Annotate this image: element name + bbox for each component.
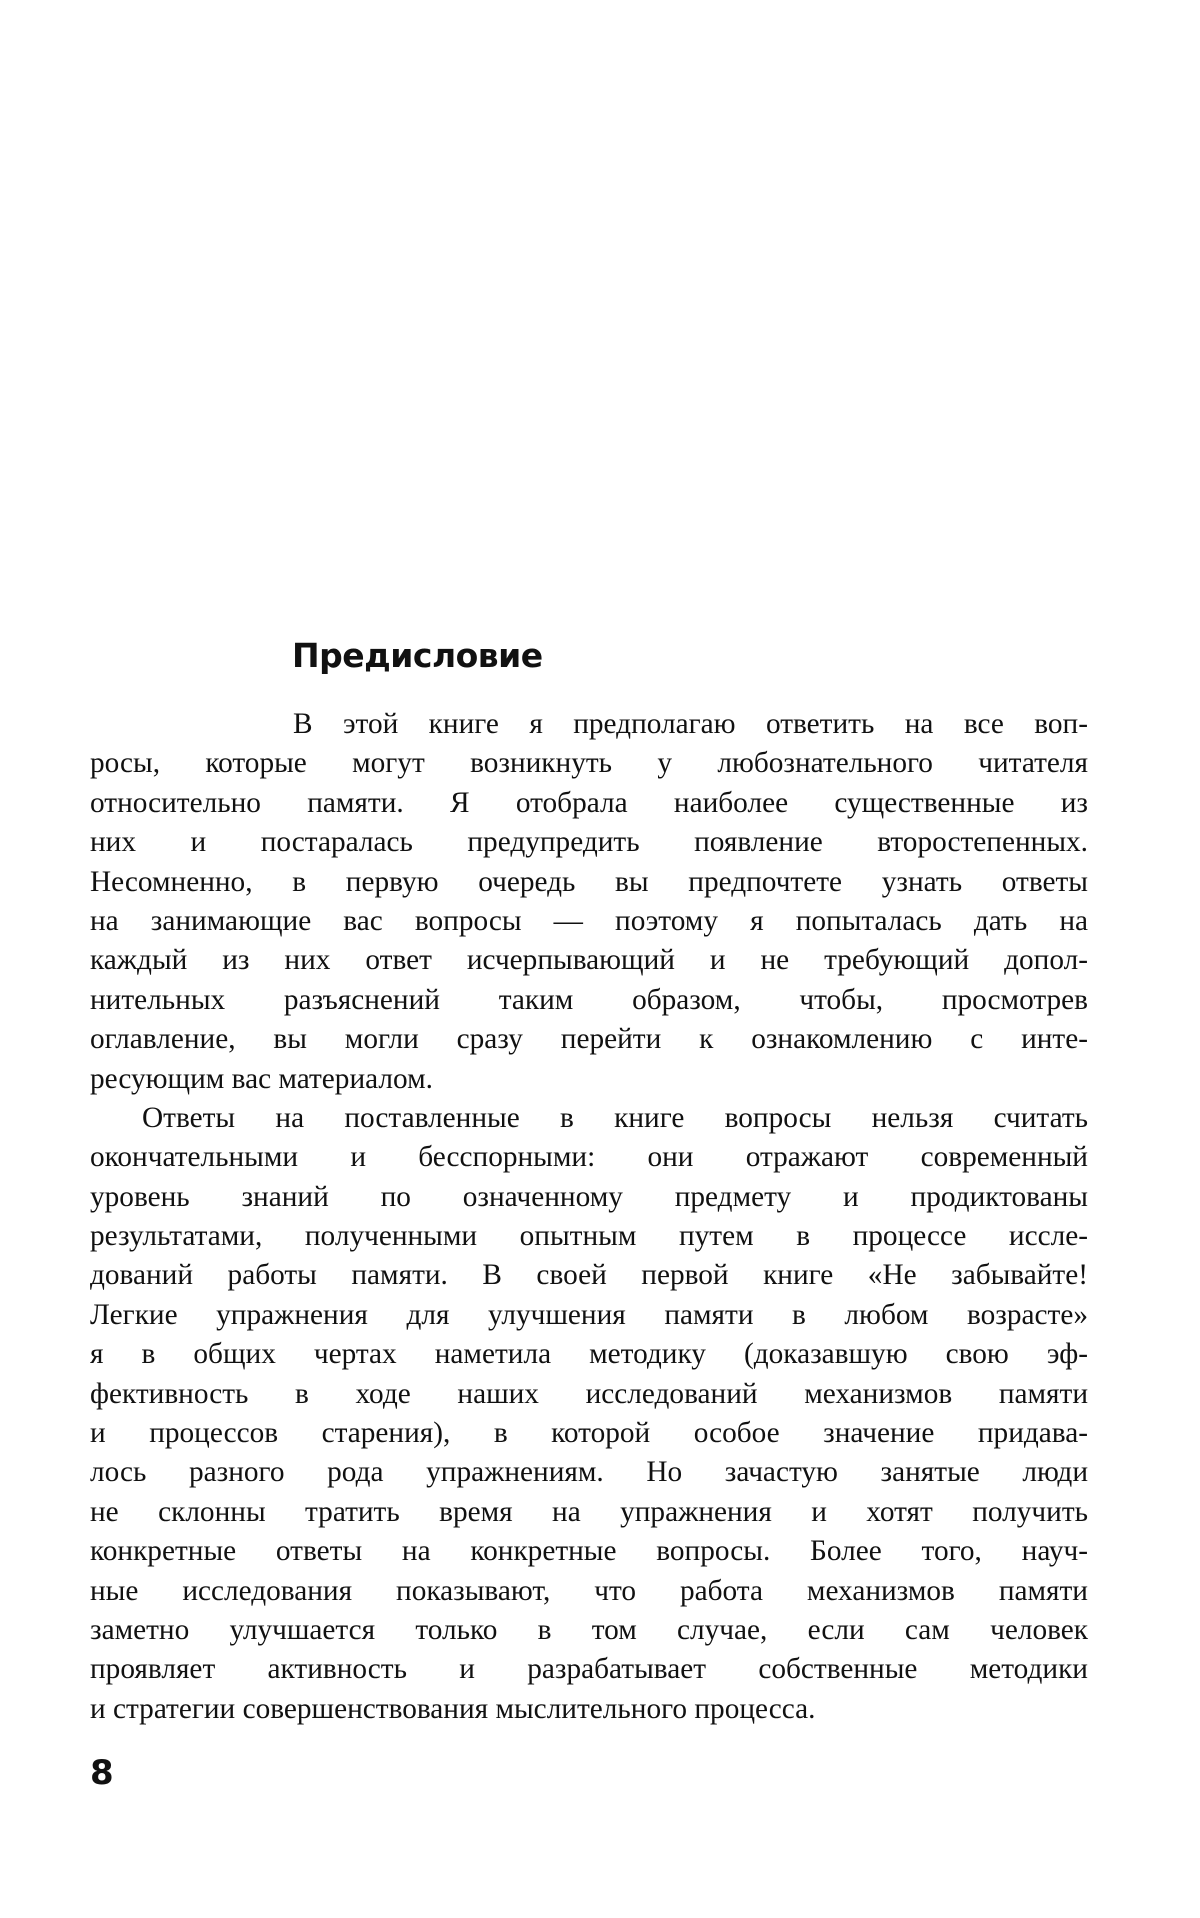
text-line: Легкие упражнения для улучшения памяти в любом возрасте» (90, 1296, 1088, 1335)
text-line: фективность в ходе наших исследований механизмов памяти (90, 1375, 1088, 1414)
text-line: окончательными и бесспорными: они отражают современный (90, 1138, 1088, 1177)
book-page (0, 0, 1200, 1918)
text-line: проявляет активность и разрабатывает собственные методики (90, 1650, 1088, 1689)
paragraph-2 (90, 1099, 1088, 1729)
paragraph-1 (90, 705, 1088, 1099)
text-line: на занимающие вас вопросы — поэтому я попыталась дать на (90, 902, 1088, 941)
text-line: ресующим вас материалом. (90, 1060, 1088, 1099)
text-line: лось разного рода упражнениям. Но зачастую занятые люди (90, 1453, 1088, 1492)
text-line: результатами, полученными опытным путем в процессе иссле- (90, 1217, 1088, 1256)
text-line: Ответы на поставленные в книге вопросы нельзя считать (90, 1099, 1088, 1138)
text-line: и процессов старения), в которой особое значение придава- (90, 1414, 1088, 1453)
text-line: Несомненно, в первую очередь вы предпочтете узнать ответы (90, 863, 1088, 902)
text-line: конкретные ответы на конкретные вопросы. Более того, науч- (90, 1532, 1088, 1571)
page-number: 8 (90, 1753, 114, 1793)
text-line: дований работы памяти. В своей первой книге «Не забывайте! (90, 1256, 1088, 1295)
text-line: ные исследования показывают, что работа механизмов памяти (90, 1572, 1088, 1611)
text-line: каждый из них ответ исчерпывающий и не требующий допол- (90, 941, 1088, 980)
text-line: я в общих чертах наметила методику (доказавшую свою эф- (90, 1335, 1088, 1374)
text-line: В этой книге я предполагаю ответить на все воп- (90, 705, 1088, 744)
text-line: них и постаралась предупредить появление второстепенных. (90, 823, 1088, 862)
text-line: заметно улучшается только в том случае, если сам человек (90, 1611, 1088, 1650)
text-line: не склонны тратить время на упражнения и хотят получить (90, 1493, 1088, 1532)
text-line: относительно памяти. Я отобрала наиболее существенные из (90, 784, 1088, 823)
text-line: росы, которые могут возникнуть у любознательного читателя (90, 744, 1088, 783)
text-line: нительных разъяснений таким образом, чтобы, просмотрев (90, 981, 1088, 1020)
text-line: оглавление, вы могли сразу перейти к ознакомлению с инте- (90, 1020, 1088, 1059)
text-line: и стратегии совершенствования мыслительного процесса. (90, 1690, 1088, 1729)
body-text (90, 705, 1088, 1729)
text-line: уровень знаний по означенному предмету и продиктованы (90, 1178, 1088, 1217)
chapter-heading: Предисловие (292, 636, 543, 676)
